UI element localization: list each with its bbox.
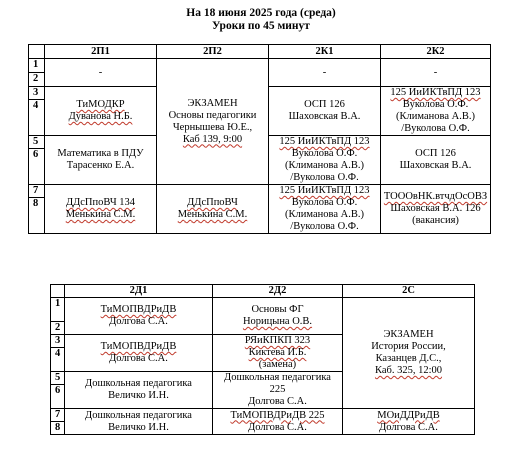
lesson-line: Дошкольная педагогика xyxy=(85,409,192,421)
lesson-line: ТиМОПВДРиДВ 225 xyxy=(230,409,325,421)
lesson-number: 7 xyxy=(51,409,65,422)
lesson-line: Вуколова О.Ф. xyxy=(291,197,358,208)
lesson-cell xyxy=(157,185,269,234)
lesson-line: ЭКЗАМЕН xyxy=(383,329,434,340)
lesson-number: 1 xyxy=(51,298,65,322)
lesson-line: /Вуколова О.Ф. xyxy=(290,221,359,232)
lesson-number: 5 xyxy=(29,136,45,149)
lesson-number: 3 xyxy=(51,335,65,348)
lesson-line: 225 xyxy=(269,384,286,395)
lesson-line: Казанцев Д.С., xyxy=(375,353,442,364)
lesson-line: ТиМОДКР xyxy=(76,99,125,110)
lesson-cell xyxy=(65,298,213,335)
lesson-line: Менькина С.М. xyxy=(177,209,248,220)
lesson-line: Основы ФГ xyxy=(251,304,304,315)
lesson-line: МОиДДРиДВ xyxy=(377,409,440,421)
lesson-line: Долгова С.А. xyxy=(379,421,438,433)
schedule-header xyxy=(0,7,522,33)
lesson-line: Шаховская В.А. 126 xyxy=(390,203,481,214)
lesson-line: ДДсПпоВЧ 134 xyxy=(65,197,136,208)
lesson-line: Долгова С.А. xyxy=(109,353,168,364)
lesson-number: 2 xyxy=(51,322,65,335)
lesson-cell xyxy=(157,59,269,185)
lesson-cell xyxy=(213,335,343,372)
corner-cell xyxy=(51,285,65,298)
lesson-line: Величко И.Н. xyxy=(108,390,169,401)
lesson-line: ТОООвНК.втчдОсОВЗ xyxy=(383,191,488,202)
lesson-line: Дошкольная педагогика xyxy=(224,372,331,383)
group-header: 2П1 xyxy=(45,45,157,59)
lesson-line: Шаховская В.А. xyxy=(288,111,361,122)
lesson-line: Менькина С.М. xyxy=(65,209,136,220)
lesson-line: 125 ИиИКТвПД 123 xyxy=(279,136,370,147)
lesson-line: (Климанова А.В.) xyxy=(285,209,364,220)
lesson-cell xyxy=(213,409,343,435)
lesson-line: Киктева И.Б. xyxy=(248,347,307,358)
lesson-cell xyxy=(381,87,491,136)
lesson-line: Шаховская В.А. xyxy=(399,160,472,171)
lesson-line: ОСП 126 xyxy=(415,148,456,159)
lesson-line: Тарасенко Е.А. xyxy=(66,160,135,171)
lesson-line: РЯиКПКП 323 xyxy=(244,335,311,346)
lesson-cell xyxy=(65,409,213,435)
schedule-table-1 xyxy=(28,44,491,234)
corner-cell xyxy=(29,45,45,59)
lesson-line: ДДсПпоВЧ xyxy=(187,197,238,208)
lesson-line: (замена) xyxy=(258,359,297,370)
lesson-line: /Вуколова О.Ф. xyxy=(290,172,359,183)
lesson-cell: - xyxy=(269,59,381,87)
lesson-number: 8 xyxy=(29,198,45,234)
lesson-cell: - xyxy=(381,59,491,87)
lesson-line: История России, xyxy=(371,341,446,352)
lesson-line: Чернышева Ю.Е., xyxy=(172,121,253,133)
lesson-cell xyxy=(343,298,475,409)
lesson-line: Дуванова Н.Б. xyxy=(68,111,133,122)
lesson-number: 2 xyxy=(29,73,45,87)
lesson-cell xyxy=(381,136,491,185)
lesson-line: Основы педагогики xyxy=(168,109,257,121)
lesson-number: 8 xyxy=(51,422,65,435)
lesson-line: 125 ИиИКТвПД 123 xyxy=(390,87,481,98)
lesson-number: 5 xyxy=(51,372,65,385)
lesson-line: /Вуколова О.Ф. xyxy=(401,123,470,134)
lesson-number: 4 xyxy=(51,348,65,372)
lesson-line: ТиМОПВДРиДВ xyxy=(100,341,177,352)
lesson-number: 4 xyxy=(29,100,45,136)
lesson-line: (Климанова А.В.) xyxy=(285,160,364,171)
lesson-line: (Климанова А.В.) xyxy=(396,111,475,122)
lesson-line: Математика в ПДУ xyxy=(57,148,144,159)
lesson-number: 1 xyxy=(29,59,45,73)
lesson-number: 6 xyxy=(29,149,45,185)
lesson-line: ОСП 126 xyxy=(304,99,345,110)
group-header: 2К1 xyxy=(269,45,381,59)
lesson-number: 6 xyxy=(51,385,65,409)
lesson-cell xyxy=(45,185,157,234)
lesson-line: Долгова С.А. xyxy=(109,316,168,327)
lesson-line: Долгова С.А. xyxy=(248,396,307,407)
lesson-cell xyxy=(269,87,381,136)
lesson-cell xyxy=(65,335,213,372)
lesson-line: ТиМОПВДРиДВ xyxy=(100,304,177,315)
lesson-line: Каб. 325, 12:00 xyxy=(374,365,443,376)
lesson-cell xyxy=(213,372,343,409)
group-header: 2С xyxy=(343,285,475,298)
group-header: 2П2 xyxy=(157,45,269,59)
lesson-cell xyxy=(45,136,157,185)
lesson-cell xyxy=(381,185,491,234)
lesson-line: Вуколова О.Ф. xyxy=(291,148,358,159)
lesson-line: 125 ИиИКТвПД 123 xyxy=(279,185,370,196)
lesson-number: 7 xyxy=(29,185,45,198)
date-title: На 18 июня 2025 года (среда) xyxy=(186,7,336,19)
lesson-cell xyxy=(45,87,157,136)
lesson-line: (вакансия) xyxy=(412,215,459,226)
lesson-cell xyxy=(343,409,475,435)
lesson-cell xyxy=(213,298,343,335)
schedule-table-2 xyxy=(50,284,475,435)
lesson-line: Величко И.Н. xyxy=(108,421,169,433)
group-header: 2К2 xyxy=(381,45,491,59)
lesson-line: Вуколова О.Ф. xyxy=(402,99,469,110)
lesson-cell xyxy=(65,372,213,409)
lesson-cell xyxy=(269,136,381,185)
lesson-line: Норицына О.В. xyxy=(242,316,313,327)
lesson-line: Долгова С.А. xyxy=(248,421,307,433)
lesson-cell: - xyxy=(45,59,157,87)
lesson-line: ЭКЗАМЕН xyxy=(187,97,238,109)
lesson-line: Дошкольная педагогика xyxy=(85,378,192,389)
lesson-number: 3 xyxy=(29,87,45,100)
lesson-line: Каб 139, 9:00 xyxy=(182,133,243,145)
lessons-subtitle: Уроки по 45 минут xyxy=(212,20,310,32)
group-header: 2Д2 xyxy=(213,285,343,298)
lesson-cell xyxy=(269,185,381,234)
group-header: 2Д1 xyxy=(65,285,213,298)
